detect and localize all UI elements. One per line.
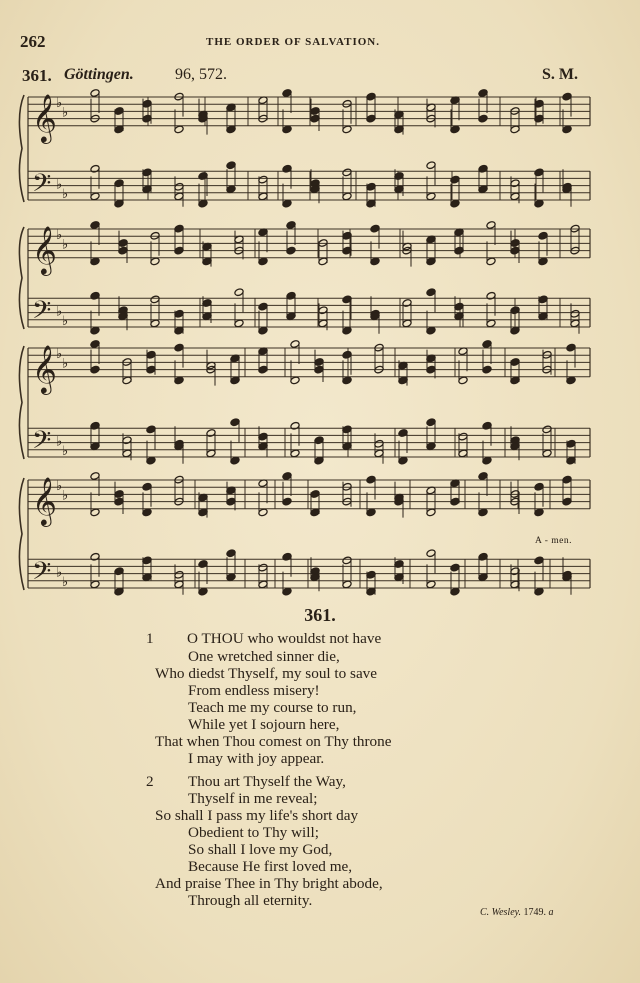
flat-icon: ♭ <box>56 479 63 495</box>
flat-icon: ♭ <box>56 96 63 112</box>
verse-line: So shall I love my God, <box>188 841 333 858</box>
flat-icon: ♭ <box>62 105 69 121</box>
flat-icon: ♭ <box>62 313 69 329</box>
verse-line: I may with joy appear. <box>188 750 325 767</box>
verse-line: That when Thou comest on Thy throne <box>155 733 392 750</box>
year: 1749. <box>523 907 547 918</box>
attribution-mark: a <box>548 907 554 918</box>
verse-line: So shall I pass my life's short day <box>155 807 359 824</box>
flat-icon: ♭ <box>62 356 69 372</box>
brace <box>19 346 24 459</box>
verse-number: 1 <box>146 630 154 647</box>
amen-text: A - men. <box>535 536 572 546</box>
notes <box>90 89 580 596</box>
verse-line: Thou art Thyself the Way, <box>188 773 346 790</box>
tune-name: Göttingen. <box>64 66 134 83</box>
verse-line: Thyself in me reveal; <box>188 790 318 807</box>
flat-icon: ♭ <box>62 237 69 253</box>
attribution <box>480 907 554 918</box>
brace <box>19 478 24 590</box>
bass-clef-icon: 𝄢 <box>32 425 52 461</box>
verse-line: Who diedst Thyself, my soul to save <box>155 665 378 682</box>
meter: S. M. <box>542 66 578 83</box>
running-title: THE ORDER OF SALVATION. <box>206 36 380 48</box>
verse-line: And praise Thee in Thy bright abode, <box>155 875 383 892</box>
flat-icon: ♭ <box>56 565 63 581</box>
brace <box>19 227 24 329</box>
flat-icon: ♭ <box>62 443 69 459</box>
flat-icon: ♭ <box>56 228 63 244</box>
verse-line: From endless misery! <box>188 682 320 699</box>
verse-line: One wretched sinner die, <box>188 648 340 665</box>
brace <box>19 95 24 202</box>
flat-icon: ♭ <box>56 177 63 193</box>
tune-reference: 96, 572. <box>175 66 227 83</box>
page-number: 262 <box>20 32 46 51</box>
flat-icon: ♭ <box>62 186 69 202</box>
verse-line: Obedient to Thy will; <box>188 824 319 841</box>
verse-line: Teach me my course to run, <box>188 699 357 716</box>
verse-line: While yet I sojourn here, <box>188 716 340 733</box>
flat-icon: ♭ <box>56 304 63 320</box>
verse-line: Because He first loved me, <box>188 858 353 875</box>
treble-clef-icon: 𝄞 <box>32 92 57 142</box>
treble-clef-icon: 𝄞 <box>32 343 57 393</box>
flat-icon: ♭ <box>56 434 63 450</box>
bass-clef-icon: 𝄢 <box>32 556 52 592</box>
bass-clef-icon: 𝄢 <box>32 295 52 331</box>
treble-clef-icon: 𝄞 <box>32 475 57 525</box>
flat-icon: ♭ <box>56 347 63 363</box>
bass-clef-icon: 𝄢 <box>32 168 52 204</box>
flat-icon: ♭ <box>62 488 69 504</box>
author: C. Wesley. <box>480 907 522 918</box>
clefs <box>32 93 68 592</box>
staff-lines <box>19 92 590 590</box>
flat-icon: ♭ <box>62 574 69 590</box>
tune-hymn-number: 361. <box>22 66 52 85</box>
verse-line: O THOU who wouldst not have <box>187 630 382 647</box>
hymn-number: 361. <box>304 605 336 625</box>
verse-number: 2 <box>146 773 154 790</box>
treble-clef-icon: 𝄞 <box>32 224 57 274</box>
verse-line: Through all eternity. <box>188 892 313 909</box>
